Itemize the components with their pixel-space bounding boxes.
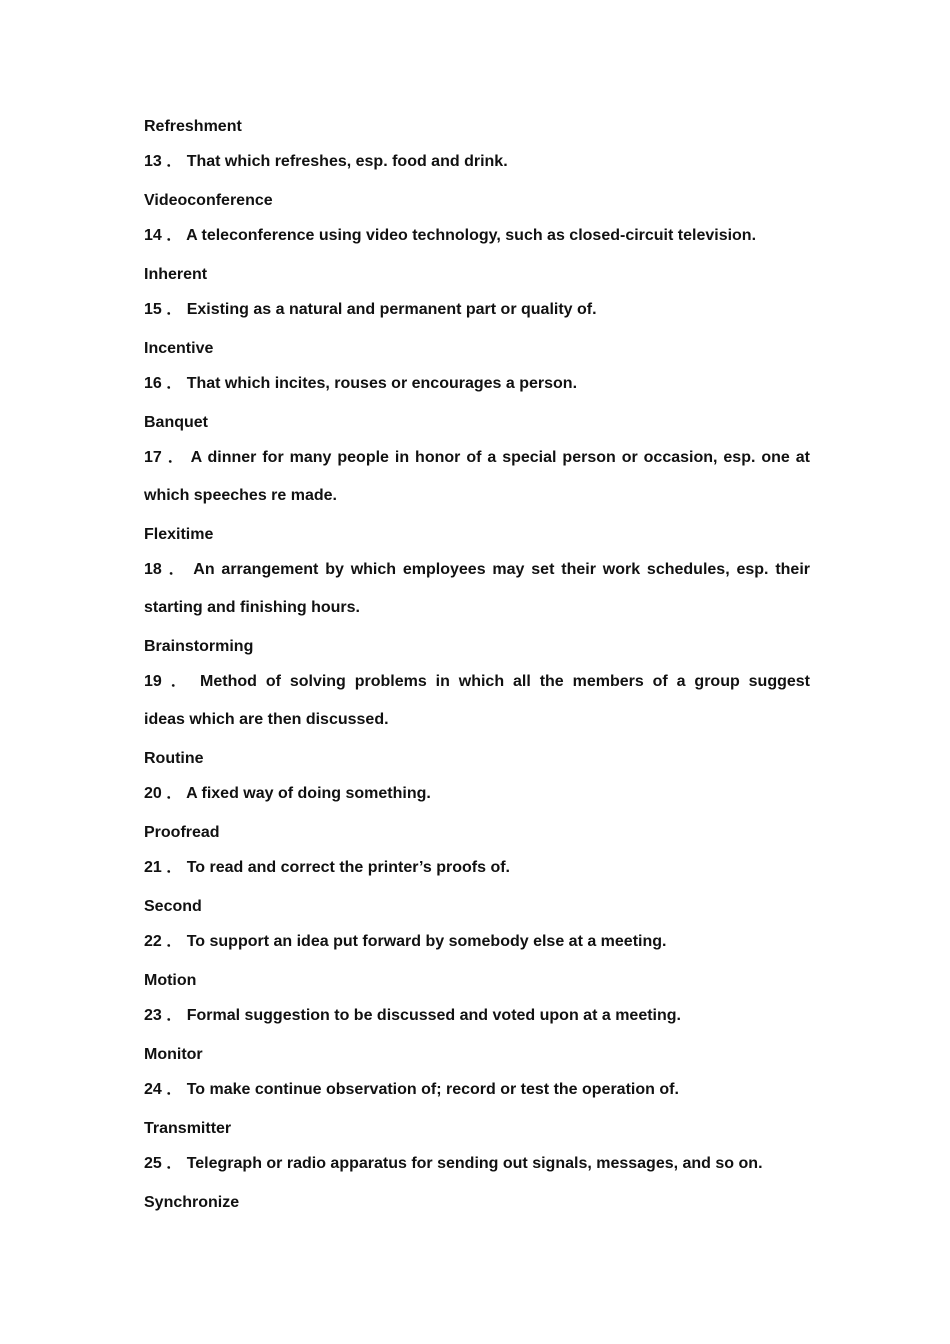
term-heading: Brainstorming — [144, 638, 254, 655]
definition-line: 23 ． Formal suggestion to be discussed and voted upon at a meeting. — [144, 1007, 681, 1024]
definition-line: 15 ． Existing as a natural and permanent part or quality of. — [144, 301, 597, 318]
definition-line: 16 ． That which incites, rouses or encourages a person. — [144, 375, 578, 392]
term-heading: Motion — [144, 972, 197, 989]
definition-line: 24 ． To make continue observation of; record or test the operation of. — [144, 1081, 679, 1098]
term-heading: Banquet — [144, 414, 208, 431]
term-heading: Proofread — [144, 824, 220, 841]
definition-line: 22 ． To support an idea put forward by somebody else at a meeting. — [144, 933, 667, 950]
definition-continuation: which speeches re made. — [144, 487, 337, 504]
term-heading: Synchronize — [144, 1194, 240, 1211]
term-heading: Videoconference — [144, 192, 273, 209]
term-heading: Monitor — [144, 1046, 203, 1063]
definition-line: 21 ． To read and correct the printer’s proofs of. — [144, 859, 510, 876]
term-heading: Transmitter — [144, 1120, 232, 1137]
definition-line: 25 ． Telegraph or radio apparatus for sending out signals, messages, and so on. — [144, 1155, 763, 1172]
term-heading: Incentive — [144, 340, 214, 357]
definition-line: 18 ． An arrangement by which employees may set their work schedules, esp. their — [144, 561, 811, 578]
term-heading: Routine — [144, 750, 204, 767]
term-heading: Second — [144, 898, 202, 915]
definition-line: 20 ． A fixed way of doing something. — [144, 785, 431, 802]
term-heading: Inherent — [144, 266, 208, 283]
definition-line: 17 ． A dinner for many people in honor of a special person or occasion, esp. one at — [144, 449, 810, 466]
definition-line: 19 ． Method of solving problems in which all the members of a group suggest — [144, 673, 810, 690]
term-heading: Flexitime — [144, 526, 214, 543]
definition-continuation: ideas which are then discussed. — [144, 711, 389, 728]
definition-line: 14 ． A teleconference using video technology, such as closed-circuit television. — [144, 227, 757, 244]
definition-continuation: starting and finishing hours. — [144, 599, 360, 616]
definition-line: 13 ． That which refreshes, esp. food and drink. — [144, 153, 508, 170]
term-heading: Refreshment — [144, 118, 242, 135]
